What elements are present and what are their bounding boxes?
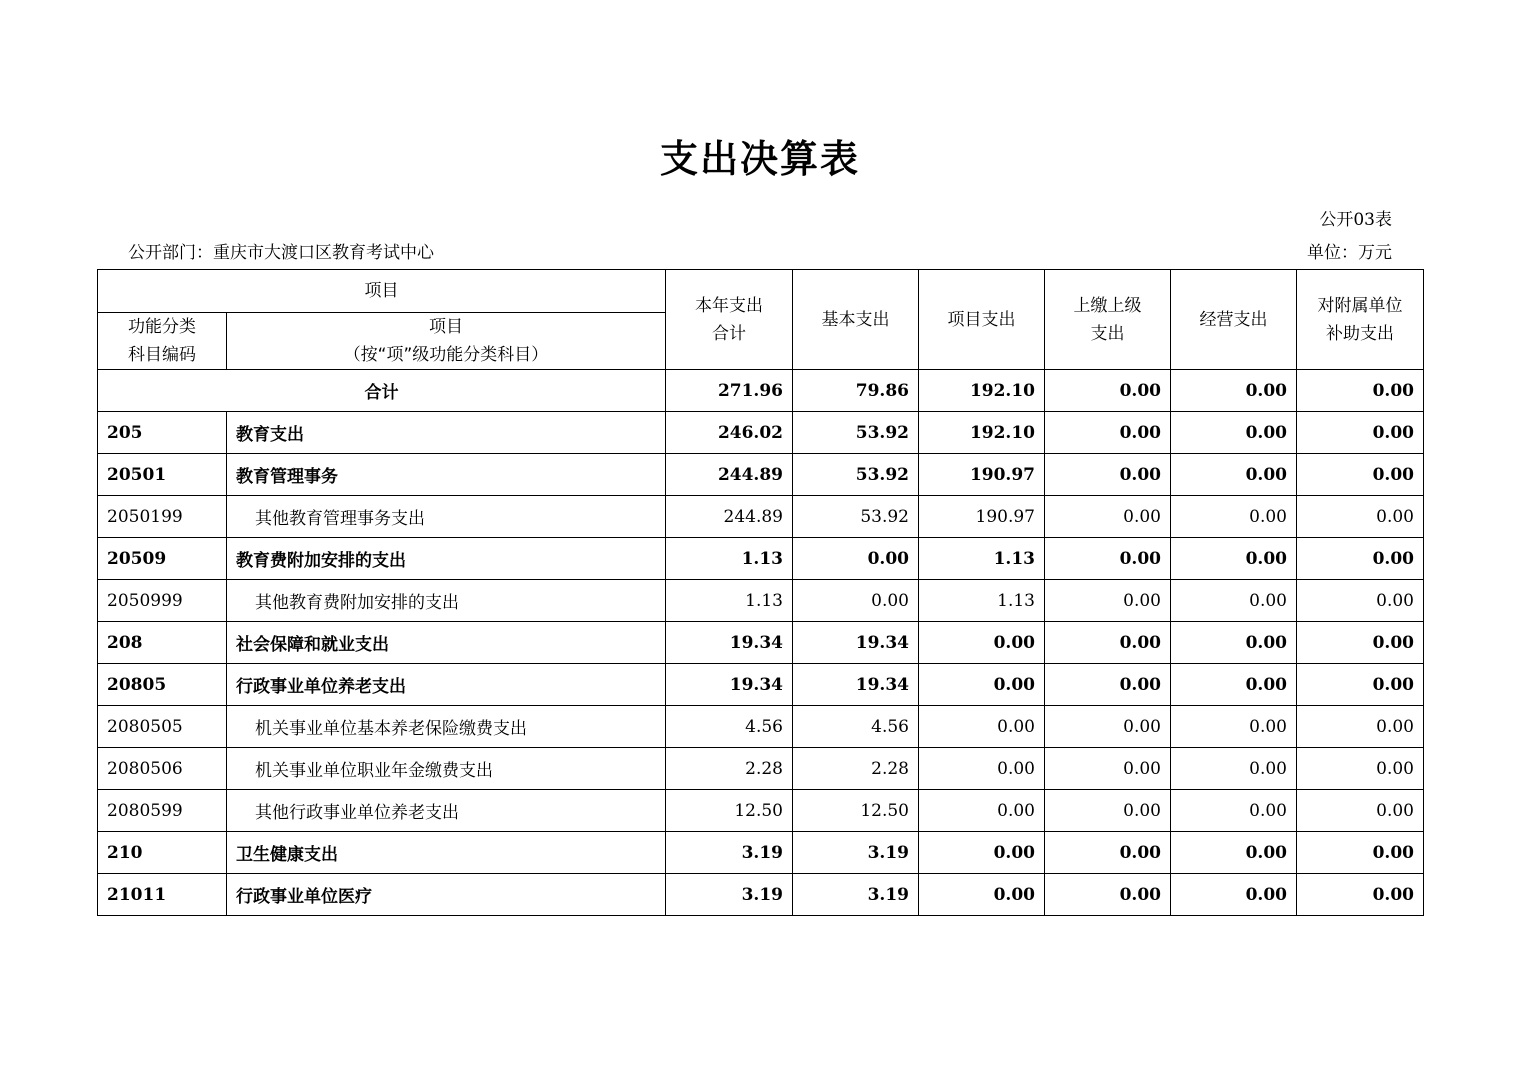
value-cell: 0.00 — [919, 622, 1045, 664]
value-cell: 0.00 — [1045, 538, 1171, 580]
name-cell: 社会保障和就业支出 — [227, 622, 666, 664]
code-cell: 2080505 — [98, 706, 227, 748]
value-cell: 0.00 — [1045, 832, 1171, 874]
table-row — [98, 832, 1424, 874]
code-cell: 20805 — [98, 664, 227, 706]
value-cell: 0.00 — [1045, 580, 1171, 622]
value-cell: 0.00 — [1045, 622, 1171, 664]
value-cell: 0.00 — [1045, 412, 1171, 454]
table-row — [98, 580, 1424, 622]
value-cell: 0.00 — [793, 538, 919, 580]
value-cell: 1.13 — [666, 580, 793, 622]
value-cell: 1.13 — [919, 580, 1045, 622]
value-cell: 244.89 — [666, 454, 793, 496]
value-cell: 0.00 — [1297, 832, 1424, 874]
value-cell: 0.00 — [1045, 874, 1171, 916]
value-cell: 0.00 — [919, 790, 1045, 832]
code-cell: 2080506 — [98, 748, 227, 790]
value-cell: 0.00 — [1171, 622, 1297, 664]
value-cell: 0.00 — [1171, 664, 1297, 706]
value-cell: 53.92 — [793, 412, 919, 454]
value-cell: 1.13 — [666, 538, 793, 580]
value-cell: 3.19 — [666, 832, 793, 874]
name-cell: 行政事业单位医疗 — [227, 874, 666, 916]
name-cell: 教育管理事务 — [227, 454, 666, 496]
code-cell: 2050199 — [98, 496, 227, 538]
value-cell: 0.00 — [1297, 622, 1424, 664]
value-cell: 0.00 — [1171, 874, 1297, 916]
value-cell: 0.00 — [1297, 412, 1424, 454]
value-cell: 19.34 — [666, 664, 793, 706]
code-cell: 2050999 — [98, 580, 227, 622]
table-row — [98, 706, 1424, 748]
value-cell: 0.00 — [1171, 790, 1297, 832]
total-cell: 0.00 — [1171, 370, 1297, 412]
name-cell: 机关事业单位基本养老保险缴费支出 — [227, 706, 666, 748]
name-cell: 教育费附加安排的支出 — [227, 538, 666, 580]
code-cell: 20509 — [98, 538, 227, 580]
name-cell: 教育支出 — [227, 412, 666, 454]
value-cell: 19.34 — [793, 622, 919, 664]
total-cell: 0.00 — [1045, 370, 1171, 412]
header-project: 项目支出 — [919, 270, 1045, 370]
department-label: 公开部门：重庆市大渡口区教育考试中心 — [128, 243, 434, 263]
form-number: 公开03表 — [1319, 210, 1392, 230]
code-cell: 21011 — [98, 874, 227, 916]
total-cell: 0.00 — [1297, 370, 1424, 412]
value-cell: 3.19 — [666, 874, 793, 916]
code-cell: 208 — [98, 622, 227, 664]
value-cell: 0.00 — [1297, 790, 1424, 832]
value-cell: 2.28 — [793, 748, 919, 790]
value-cell: 0.00 — [1297, 454, 1424, 496]
value-cell: 0.00 — [1045, 454, 1171, 496]
value-cell: 244.89 — [666, 496, 793, 538]
name-cell: 行政事业单位养老支出 — [227, 664, 666, 706]
code-cell: 20501 — [98, 454, 227, 496]
value-cell: 0.00 — [919, 874, 1045, 916]
value-cell: 19.34 — [666, 622, 793, 664]
value-cell: 0.00 — [793, 580, 919, 622]
page-title: 支出决算表 — [659, 137, 860, 181]
value-cell: 3.19 — [793, 832, 919, 874]
total-cell: 79.86 — [793, 370, 919, 412]
table-row — [98, 538, 1424, 580]
name-cell: 其他教育管理事务支出 — [227, 496, 666, 538]
total-row — [98, 370, 1424, 412]
header-total: 本年支出 合计 — [666, 270, 793, 370]
expenditure-table — [97, 269, 1424, 916]
name-cell: 其他教育费附加安排的支出 — [227, 580, 666, 622]
value-cell: 190.97 — [919, 454, 1045, 496]
table-row — [98, 454, 1424, 496]
value-cell: 1.13 — [919, 538, 1045, 580]
value-cell: 190.97 — [919, 496, 1045, 538]
total-cell: 271.96 — [666, 370, 793, 412]
header-business: 经营支出 — [1171, 270, 1297, 370]
name-cell: 卫生健康支出 — [227, 832, 666, 874]
table-row — [98, 496, 1424, 538]
value-cell: 4.56 — [666, 706, 793, 748]
value-cell: 0.00 — [1297, 664, 1424, 706]
value-cell: 0.00 — [1045, 706, 1171, 748]
header-item-name: 项目 （按“项”级功能分类科目） — [227, 313, 666, 370]
value-cell: 0.00 — [1297, 874, 1424, 916]
value-cell: 0.00 — [1045, 496, 1171, 538]
value-cell: 0.00 — [1171, 538, 1297, 580]
unit-label: 单位：万元 — [1307, 243, 1392, 263]
table-row — [98, 790, 1424, 832]
value-cell: 0.00 — [919, 832, 1045, 874]
header-item-group: 项目 — [98, 270, 666, 313]
value-cell: 0.00 — [919, 748, 1045, 790]
value-cell: 0.00 — [1171, 580, 1297, 622]
total-cell: 192.10 — [919, 370, 1045, 412]
value-cell: 12.50 — [666, 790, 793, 832]
table-row — [98, 412, 1424, 454]
value-cell: 0.00 — [1297, 580, 1424, 622]
header-basic: 基本支出 — [793, 270, 919, 370]
value-cell: 0.00 — [1171, 706, 1297, 748]
value-cell: 2.28 — [666, 748, 793, 790]
table-row — [98, 622, 1424, 664]
table-row — [98, 874, 1424, 916]
name-cell: 其他行政事业单位养老支出 — [227, 790, 666, 832]
header-upper: 上缴上级 支出 — [1045, 270, 1171, 370]
value-cell: 0.00 — [919, 664, 1045, 706]
value-cell: 192.10 — [919, 412, 1045, 454]
value-cell: 3.19 — [793, 874, 919, 916]
value-cell: 12.50 — [793, 790, 919, 832]
table-row — [98, 664, 1424, 706]
code-cell: 205 — [98, 412, 227, 454]
value-cell: 0.00 — [919, 706, 1045, 748]
total-label: 合计 — [98, 370, 666, 412]
value-cell: 0.00 — [1045, 748, 1171, 790]
value-cell: 53.92 — [793, 496, 919, 538]
table-row — [98, 748, 1424, 790]
name-cell: 机关事业单位职业年金缴费支出 — [227, 748, 666, 790]
value-cell: 53.92 — [793, 454, 919, 496]
value-cell: 0.00 — [1171, 412, 1297, 454]
code-cell: 210 — [98, 832, 227, 874]
value-cell: 0.00 — [1297, 706, 1424, 748]
header-code: 功能分类 科目编码 — [98, 313, 227, 370]
value-cell: 0.00 — [1171, 496, 1297, 538]
value-cell: 246.02 — [666, 412, 793, 454]
value-cell: 0.00 — [1297, 748, 1424, 790]
value-cell: 0.00 — [1297, 538, 1424, 580]
value-cell: 0.00 — [1171, 748, 1297, 790]
value-cell: 4.56 — [793, 706, 919, 748]
value-cell: 0.00 — [1171, 832, 1297, 874]
value-cell: 0.00 — [1045, 664, 1171, 706]
value-cell: 0.00 — [1171, 454, 1297, 496]
value-cell: 0.00 — [1297, 496, 1424, 538]
code-cell: 2080599 — [98, 790, 227, 832]
value-cell: 19.34 — [793, 664, 919, 706]
value-cell: 0.00 — [1045, 790, 1171, 832]
header-subsidy: 对附属单位 补助支出 — [1297, 270, 1424, 370]
